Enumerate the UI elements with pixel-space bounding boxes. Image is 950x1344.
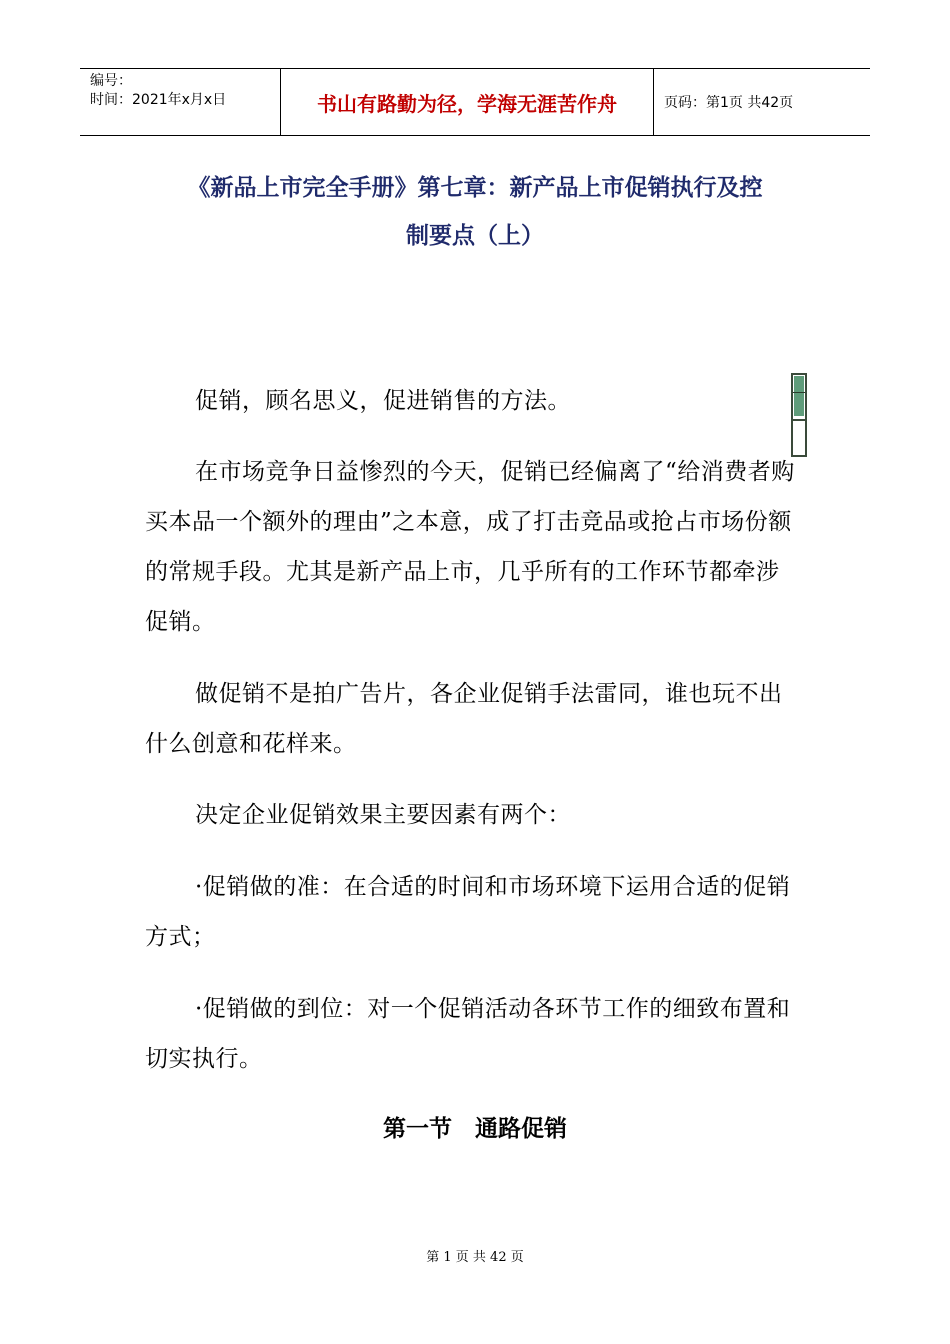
section-title: 第一节 通路促销 (383, 1116, 567, 1142)
document-title (120, 164, 830, 260)
header-motto-cell (281, 69, 654, 135)
paragraph-6-text: ·促销做的到位：对一个促销活动各环节工作的细致布置和切实执行。 (145, 996, 791, 1072)
paragraph-5 (145, 862, 795, 962)
paragraph-4-text: 决定企业促销效果主要因素有两个： (195, 802, 571, 828)
page-footer: 第 1 页 共 42 页 (426, 1250, 524, 1265)
paragraph-4 (145, 790, 795, 840)
paragraph-2-text: 在市场竞争日益惨烈的今天，促销已经偏离了“给消费者购买本品一个额外的理由”之本意，成了打击竞品或抢占市场份额的常规手段。尤其是新产品上市，几乎所有的工作环节都牵涉促销。 (145, 459, 795, 635)
header-page-cell (654, 69, 870, 135)
document-time-label: 时间：2021年x月x日 (90, 92, 227, 108)
document-title-line-2: 制要点（上） (406, 223, 544, 249)
paragraph-3 (145, 669, 795, 769)
scrollbar-thumb[interactable] (794, 376, 804, 416)
header-table (80, 68, 870, 136)
paragraph-5-text: ·促销做的准：在合适的时间和市场环境下运用合适的促销方式； (145, 874, 791, 950)
header-motto: 书山有路勤为径，学海无涯苦作舟 (317, 91, 617, 116)
paragraph-6 (145, 984, 795, 1084)
paragraph-1 (145, 376, 795, 426)
document-number-label: 编号： (90, 73, 132, 89)
paragraph-1-text: 促销，顾名思义，促进销售的方法。 (195, 388, 571, 414)
paragraph-2 (145, 447, 795, 647)
paragraph-3-text: 做促销不是拍广告片，各企业促销手法雷同，谁也玩不出什么创意和花样来。 (145, 681, 783, 757)
document-title-line-1: 《新品上市完全手册》第七章：新产品上市促销执行及控 (187, 175, 763, 201)
header-page-info: 页码：第1页 共42页 (664, 95, 794, 111)
header-meta-cell (80, 69, 281, 135)
